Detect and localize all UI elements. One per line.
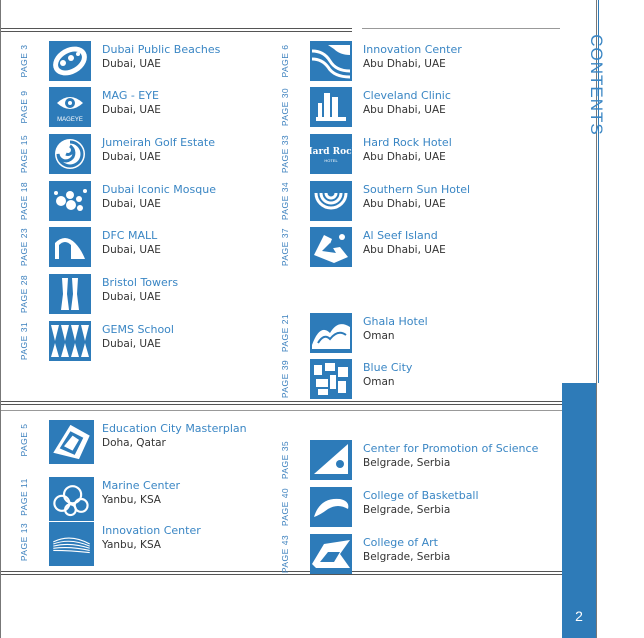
entry-location: Dubai, UAE [102, 151, 161, 163]
page-ref: PAGE 23 [19, 227, 29, 267]
entry-location: Oman [363, 376, 395, 388]
triangles-icon [49, 321, 91, 361]
entry-title: College of Art [363, 536, 438, 549]
masterplan-icon [49, 420, 94, 464]
entry-title: Center for Promotion of Science [363, 442, 539, 455]
island-icon [310, 227, 352, 267]
left-border [0, 0, 1, 638]
top-rule-2 [0, 31, 352, 32]
entry-location: Oman [363, 330, 395, 342]
svg-text:HOTEL: HOTEL [324, 158, 338, 163]
rings-icon [49, 477, 94, 521]
bubbles-icon [49, 181, 91, 221]
entry-title: Ghala Hotel [363, 315, 428, 328]
page-ref: PAGE 34 [280, 181, 290, 221]
svg-text:MAGEYE: MAGEYE [57, 117, 83, 123]
page-ref: PAGE 33 [280, 134, 290, 174]
entry-location: Dubai, UAE [102, 198, 161, 210]
entry-location: Dubai, UAE [102, 291, 161, 303]
entry-title: Marine Center [102, 479, 181, 492]
entry-location: Abu Dhabi, UAE [363, 244, 446, 256]
entry-location: Dubai, UAE [102, 104, 161, 116]
wave-icon [310, 487, 352, 527]
page-ref: PAGE 21 [280, 313, 290, 353]
eye-icon [49, 87, 91, 127]
clinic-icon [310, 87, 352, 127]
page-ref: PAGE 40 [280, 487, 290, 527]
page-ref: PAGE 31 [19, 321, 29, 361]
beaches-icon [49, 41, 91, 81]
contents-heading: CONTENTS [587, 34, 606, 136]
swirl-icon [49, 134, 91, 174]
mid-rule-2 [0, 404, 562, 405]
entry-title: Dubai Public Beaches [102, 43, 221, 56]
entry-location: Dubai, UAE [102, 58, 161, 70]
art-icon [310, 534, 352, 574]
entry-title: GEMS School [102, 323, 174, 336]
hardrock-icon [304, 134, 358, 174]
entry-location: Yanbu, KSA [102, 494, 161, 506]
entry-location: Dubai, UAE [102, 338, 161, 350]
svg-text:Hard Rock: Hard Rock [304, 147, 358, 157]
entry-location: Doha, Qatar [102, 437, 166, 449]
entry-title: Bristol Towers [102, 276, 179, 289]
lines-icon [49, 522, 94, 566]
mid-rule-1 [0, 401, 562, 402]
page-ref: PAGE 28 [19, 274, 29, 314]
entry-location: Dubai, UAE [102, 244, 161, 256]
page-ref: PAGE 11 [19, 478, 29, 516]
page-ref: PAGE 13 [19, 522, 29, 562]
entry-title: Southern Sun Hotel [363, 183, 471, 196]
mid-rule-3 [0, 410, 562, 411]
entry-location: Abu Dhabi, UAE [363, 104, 446, 116]
entry-title: Dubai Iconic Mosque [102, 183, 216, 196]
bottom-rule-2 [0, 574, 562, 575]
blocks-icon [310, 359, 352, 399]
entry-location: Belgrade, Serbia [363, 551, 451, 563]
top-rule-right [362, 28, 560, 29]
entry-location: Belgrade, Serbia [363, 504, 451, 516]
entry-location: Abu Dhabi, UAE [363, 58, 446, 70]
top-rule-1 [0, 28, 352, 29]
entry-title: Blue City [363, 361, 413, 374]
page-ref: PAGE 18 [19, 181, 29, 221]
page-number: 2 [575, 608, 583, 624]
entry-title: College of Basketball [363, 489, 479, 502]
entry-title: Cleveland Clinic [363, 89, 451, 102]
page-ref: PAGE 30 [280, 87, 290, 127]
entry-title: Education City Masterplan [102, 422, 247, 435]
page-ref: PAGE 15 [19, 134, 29, 174]
entry-title: Innovation Center [102, 524, 201, 537]
page-ref: PAGE 3 [19, 44, 29, 78]
waves-icon [310, 313, 352, 353]
page-ref: PAGE 6 [280, 44, 290, 78]
entry-location: Abu Dhabi, UAE [363, 151, 446, 163]
page-ref: PAGE 5 [19, 423, 29, 457]
curves-icon [310, 41, 352, 81]
entry-title: Hard Rock Hotel [363, 136, 452, 149]
arcs-icon [310, 181, 352, 221]
page-tab [562, 383, 596, 638]
page-ref: PAGE 43 [280, 534, 290, 574]
page-ref: PAGE 39 [280, 359, 290, 399]
entry-title: DFC MALL [102, 229, 158, 242]
page-ref: PAGE 35 [280, 440, 290, 480]
entry-location: Belgrade, Serbia [363, 457, 451, 469]
entry-location: Yanbu, KSA [102, 539, 161, 551]
science-icon [310, 440, 352, 480]
entry-location: Abu Dhabi, UAE [363, 198, 446, 210]
entry-title: Jumeirah Golf Estate [102, 136, 215, 149]
entry-title: Al Seef Island [363, 229, 438, 242]
page-ref: PAGE 37 [280, 227, 290, 267]
entry-title: Innovation Center [363, 43, 462, 56]
towers-icon [49, 274, 91, 314]
entry-title: MAG - EYE [102, 89, 159, 102]
page-ref: PAGE 9 [19, 90, 29, 124]
mall-icon [49, 227, 91, 267]
